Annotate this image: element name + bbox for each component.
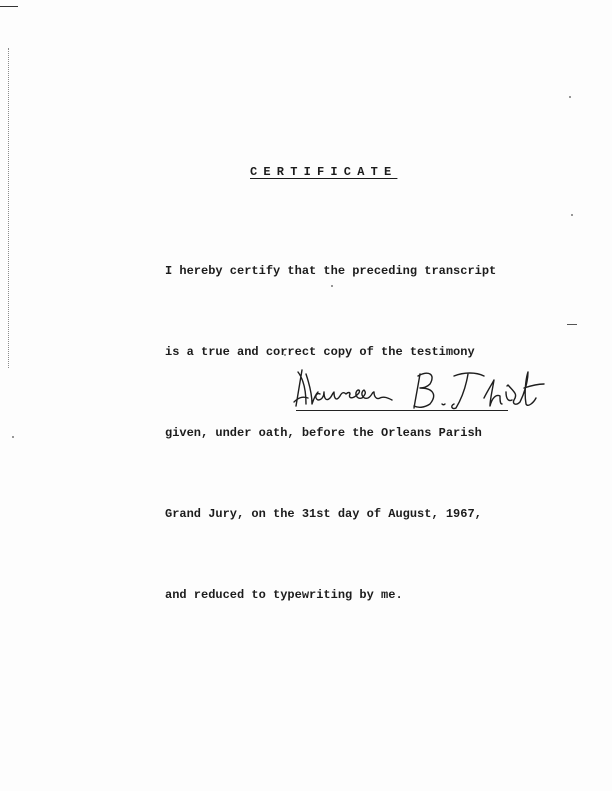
scan-speck — [569, 96, 571, 98]
body-line: given, under oath, before the Orleans Parish — [165, 426, 482, 440]
handwritten-signature — [288, 358, 558, 422]
certificate-body — [165, 204, 525, 663]
scan-binding-dots — [8, 48, 10, 368]
body-line: Grand Jury, on the 31st day of August, 1967, — [165, 507, 482, 521]
scan-speck — [571, 214, 573, 216]
scan-speck — [12, 436, 14, 438]
body-line: and reduced to typewriting by me. — [165, 588, 403, 602]
scan-dash-mark — [567, 324, 577, 325]
body-line: I hereby certify that the preceding transcript — [165, 264, 497, 278]
certificate-title: CERTIFICATE — [250, 165, 398, 179]
signature-line — [296, 410, 508, 411]
scan-edge-mark — [0, 6, 18, 7]
body-line: is a true and correct copy of the testimony — [165, 345, 475, 359]
